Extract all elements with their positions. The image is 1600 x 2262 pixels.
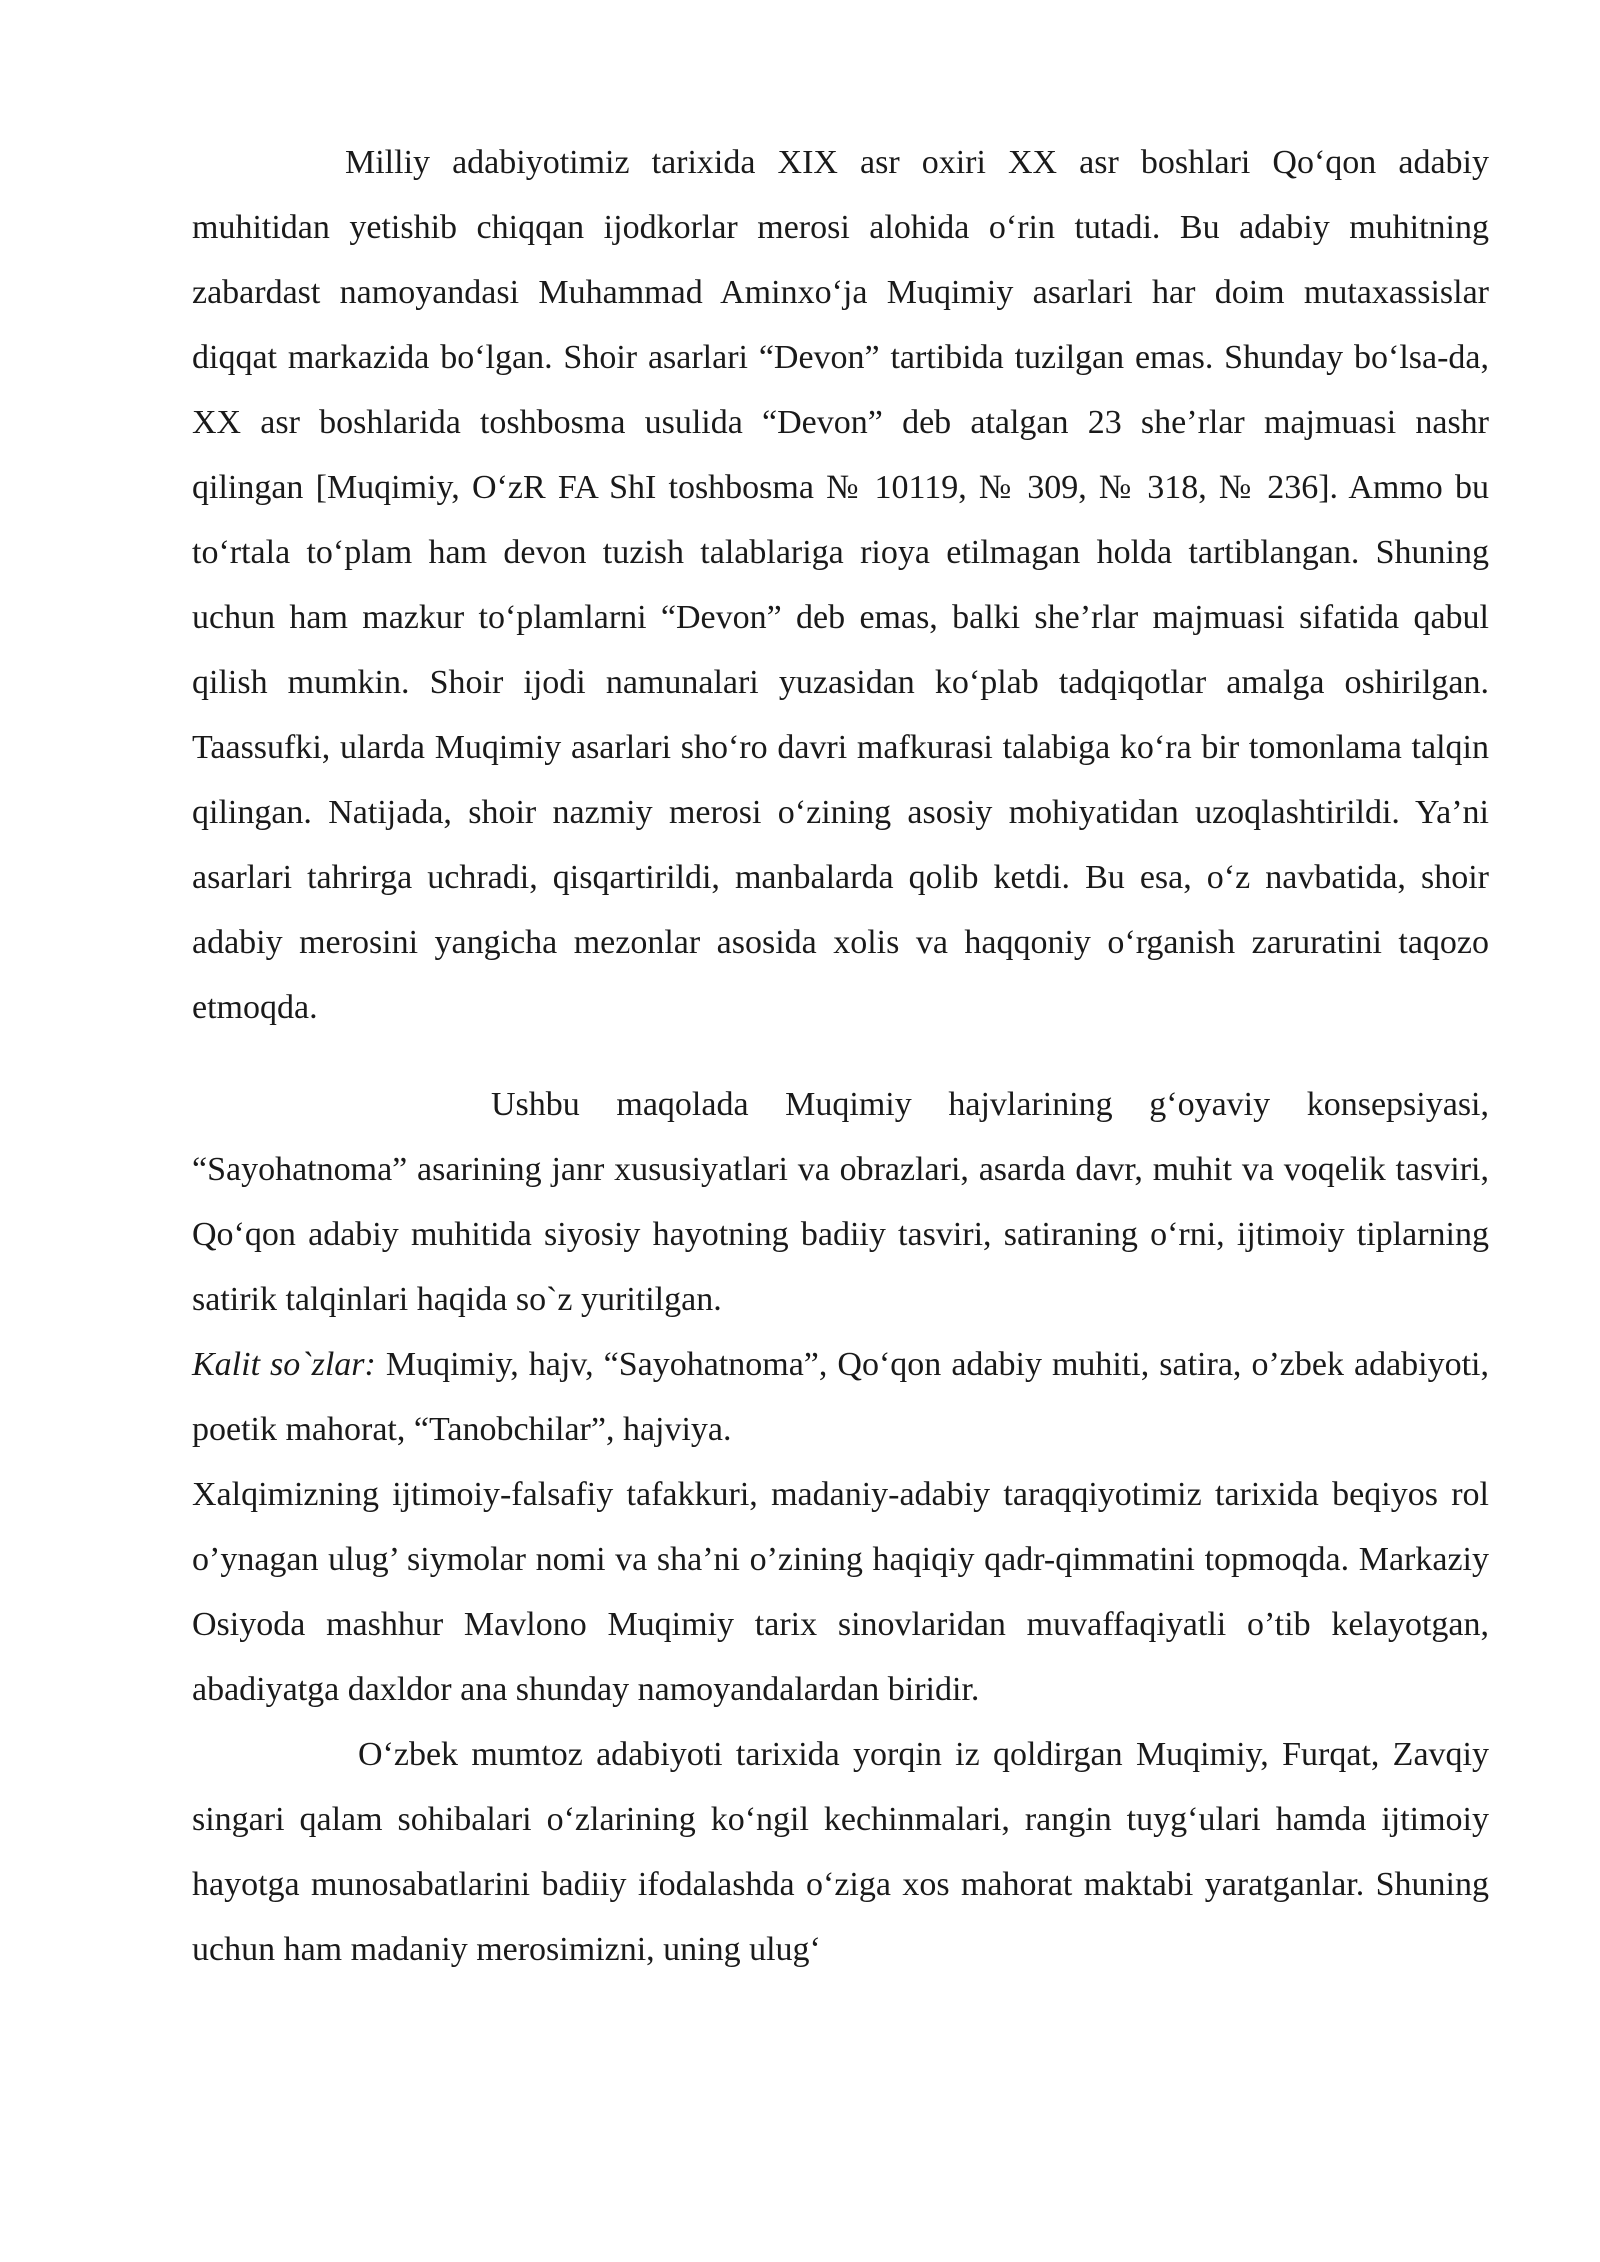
document-page <box>192 130 1489 1982</box>
paragraph-body-2: O‘zbek mumtoz adabiyoti tarixida yorqin iz qoldirgan Muqimiy, Furqat, Zavqiy singari qalam sohibalari o‘zlarining ko‘ngil kechinmalari, rangin tuyg‘ulari hamda ijtimoiy hayotga munosabatlarini badiiy ifodalashda o‘ziga xos mahorat maktabi yaratganlar. Shuning uchun ham madaniy merosimizni, uning ulug‘ <box>192 1736 1489 1968</box>
keywords-label: Kalit so`zlar: <box>192 1346 376 1383</box>
paragraph-abstract: Ushbu maqolada Muqimiy hajvlarining g‘oyaviy konsepsiyasi, “Sayohatnoma” asarining janr xususiyatlari va obrazlari, asarda davr, muhit va voqelik tasviri, Qo‘qon adabiy muhitida siyosiy hayotning badiiy tasviri, satiraning o‘rni, ijtimoiy tiplarning satirik talqinlari haqida so`z yuritilgan. <box>192 1086 1489 1318</box>
keywords-paragraph <box>192 1332 1489 1462</box>
paragraph-intro: Milliy adabiyotimiz tarixida XIX asr oxiri XX asr boshlari Qo‘qon adabiy muhitidan yetishib chiqqan ijodkorlar merosi alohida o‘rin tutadi. Bu adabiy muhitning zabardast namoyandasi Muhammad Aminxo‘ja Muqimiy asarlari har doim mutaxassislar diqqat markazida bo‘lgan. Shoir asarlari “Devon” tartibida tuzilgan emas. Shunday bo‘lsa-da, XX asr boshlarida toshbosma usulida “Devon” deb atalgan 23 she’rlar majmuasi nashr qilingan [Muqimiy, O‘zR FA ShI toshbosma № 10119, № 309, № 318, № 236]. Ammo bu to‘rtala to‘plam ham devon tuzish talablariga rioya etilmagan holda tartiblangan. Shuning uchun ham mazkur to‘plamlarni “Devon” deb emas, balki she’rlar majmuasi sifatida qabul qilish mumkin. Shoir ijodi namunalari yuzasidan ko‘plab tadqiqotlar amalga oshirilgan. Taassufki, ularda Muqimiy asarlari sho‘ro davri mafkurasi talabiga ko‘ra bir tomonlama talqin qilingan. Natijada, shoir nazmiy merosi o‘zining asosiy mohiyatidan uzoqlashtirildi. Ya’ni asarlari tahrirga uchradi, qisqartirildi, manbalarda qolib ketdi. Bu esa, o‘z navbatida, shoir adabiy merosini yangicha mezonlar asosida xolis va haqqoniy o‘rganish zaruratini taqozo etmoqda. <box>192 144 1489 1026</box>
paragraph-body-1: Xalqimizning ijtimoiy-falsafiy tafakkuri, madaniy-adabiy taraqqiyotimiz tarixida beqiyos rol o’ynagan ulug’ siymolar nomi va sha’ni o’zining haqiqiy qadr-qimmatini topmoqda. Markaziy Osiyoda mashhur Mavlono Muqimiy tarix sinovlaridan muvaffaqiyatli o’tib kelayotgan, abadiyatga daxldor ana shunday namoyandalardan biridir. <box>192 1476 1489 1708</box>
keywords-text: Muqimiy, hajv, “Sayohatnoma”, Qo‘qon adabiy muhiti, satira, o’zbek adabiyoti, poetik mahorat, “Tanobchilar”, hajviya. <box>192 1346 1489 1448</box>
